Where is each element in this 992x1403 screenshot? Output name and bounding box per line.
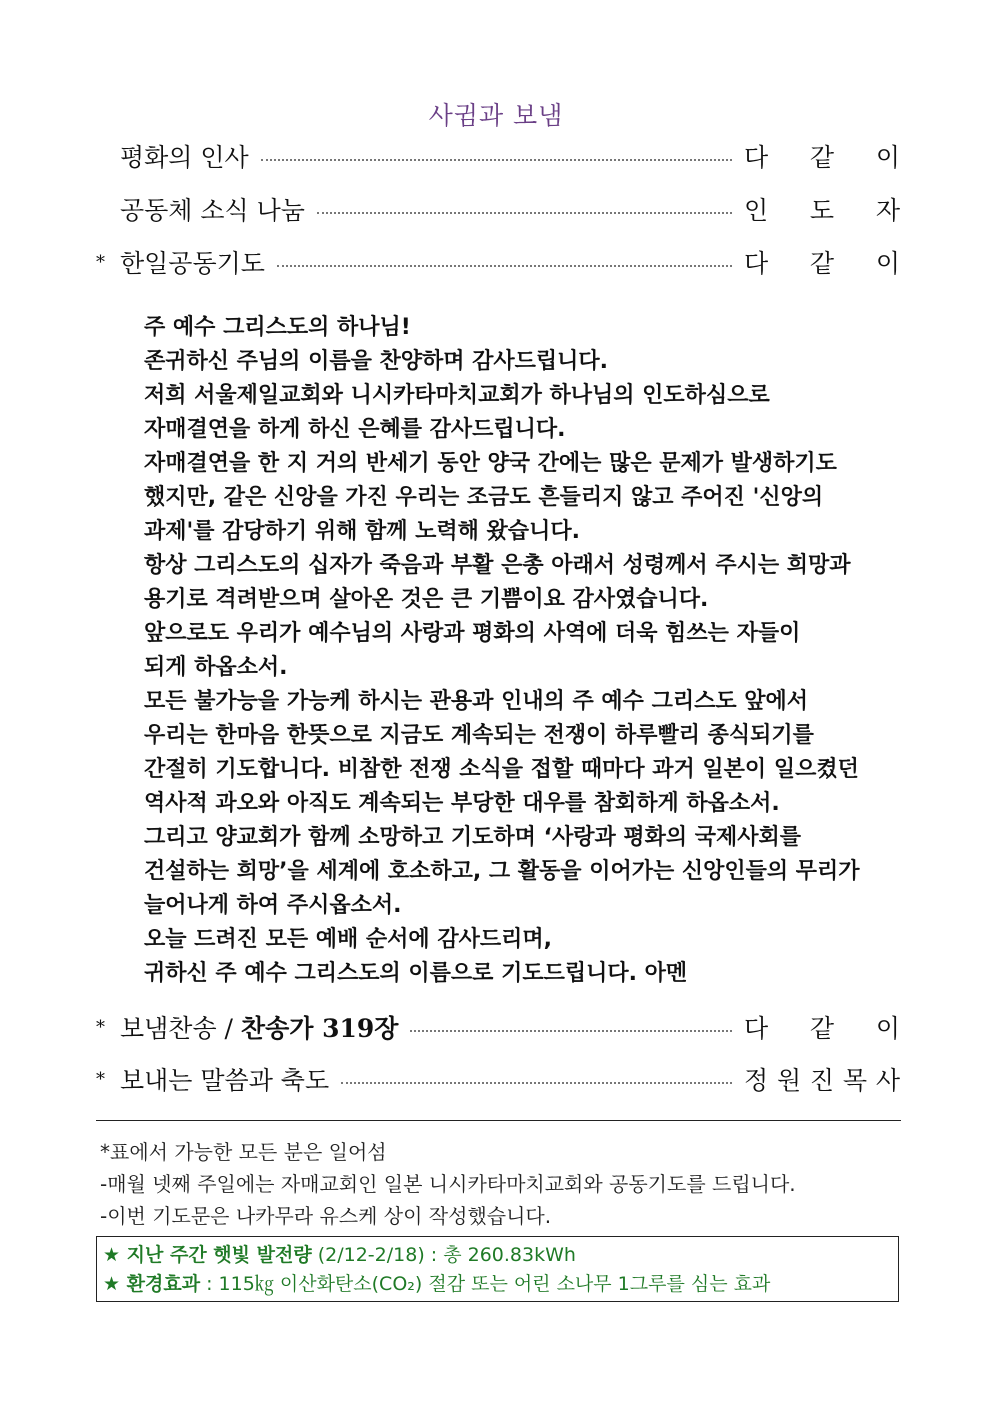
- standing-mark: *: [96, 251, 105, 273]
- order-row-peace-greeting: [96, 138, 900, 174]
- solar-power-box: [96, 1236, 899, 1302]
- dot-leader: [410, 1028, 732, 1032]
- order-label: 보냄찬송 / 찬송가 319장: [120, 1014, 399, 1043]
- hymn-number: 찬송가 319장: [240, 1014, 399, 1043]
- order-leader-name: 다 같 이: [744, 1014, 900, 1043]
- divider: [96, 1120, 901, 1121]
- order-leader-name: 정 원 진 목 사: [744, 1066, 900, 1095]
- order-leader-name: 다 같 이: [744, 143, 900, 172]
- prayer-line: 귀하신 주 예수 그리스도의 이름으로 기도드립니다. 아멘: [144, 961, 688, 986]
- prayer-line: 과제'를 감당하기 위해 함께 노력해 왔습니다.: [144, 519, 580, 544]
- prayer-line: 역사적 과오와 아직도 계속되는 부당한 대우를 참회하게 하옵소서.: [144, 791, 780, 816]
- note-line: -이번 기도문은 나카무라 유스케 상이 작성했습니다.: [100, 1204, 552, 1228]
- order-leader-name: 다 같 이: [744, 249, 900, 278]
- order-label: 공동체 소식 나눔: [120, 196, 305, 225]
- prayer-line: 간절히 기도합니다. 비참한 전쟁 소식을 접할 때마다 과거 일본이 일으켰던: [144, 757, 859, 782]
- dot-leader: [341, 1080, 732, 1084]
- order-label: 한일공동기도: [120, 249, 265, 278]
- order-label: 보내는 말씀과 축도: [120, 1066, 330, 1095]
- dot-leader: [261, 157, 732, 161]
- prayer-line: 자매결연을 한 지 거의 반세기 동안 양국 간에는 많은 문제가 발생하기도: [144, 451, 837, 476]
- prayer-line: 주 예수 그리스도의 하나님!: [144, 315, 411, 340]
- standing-mark: *: [96, 1016, 105, 1038]
- note-line: -매월 넷째 주일에는 자매교회인 일본 니시카타마치교회와 공동기도를 드립니다.: [100, 1172, 796, 1196]
- dot-leader: [277, 263, 732, 267]
- prayer-line: 항상 그리스도의 십자가 죽음과 부활 은총 아래서 성령께서 주시는 희망과: [144, 553, 851, 578]
- prayer-line: 저희 서울제일교회와 니시카타마치교회가 하나님의 인도하심으로: [144, 383, 770, 408]
- prayer-line: 늘어나게 하여 주시옵소서.: [144, 893, 402, 918]
- notes: [100, 1136, 890, 1232]
- prayer-text: [144, 311, 889, 991]
- order-leader-name: 인 도 자: [744, 196, 900, 225]
- prayer-line: 우리는 한마음 한뜻으로 지금도 계속되는 전쟁이 하루빨리 종식되기를: [144, 723, 814, 748]
- solar-output-line: ★ 지난 주간 햇빛 발전량 (2/12-2/18) : 총 260.83kWh: [103, 1244, 576, 1266]
- section-title: 사귐과 보냄: [428, 101, 564, 130]
- order-row-community-news: [96, 191, 900, 227]
- environment-effect-line: ★ 환경효과 : 115㎏ 이산화탄소(CO₂) 절감 또는 어린 소나무 1그루를 심는 효과: [103, 1273, 771, 1295]
- prayer-line: 건설하는 희망’을 세계에 호소하고, 그 활동을 이어가는 신앙인들의 무리가: [144, 859, 860, 884]
- prayer-line: 되게 하옵소서.: [144, 655, 288, 680]
- order-row-joint-prayer: [96, 244, 900, 280]
- prayer-line: 용기로 격려받으며 살아온 것은 큰 기쁨이요 감사였습니다.: [144, 587, 709, 612]
- order-row-sending-hymn: [96, 1009, 900, 1045]
- order-row-benediction: [96, 1061, 900, 1097]
- prayer-line: 그리고 양교회가 함께 소망하고 기도하며 ‘사랑과 평화의 국제사회를: [144, 825, 802, 850]
- order-label: 평화의 인사: [120, 143, 249, 172]
- standing-mark: *: [96, 1068, 105, 1090]
- prayer-line: 자매결연을 하게 하신 은혜를 감사드립니다.: [144, 417, 566, 442]
- prayer-line: 모든 불가능을 가능케 하시는 관용과 인내의 주 예수 그리스도 앞에서: [144, 689, 808, 714]
- prayer-line: 했지만, 같은 신앙을 가진 우리는 조금도 흔들리지 않고 주어진 '신앙의: [144, 485, 824, 510]
- prayer-line: 오늘 드려진 모든 예배 순서에 감사드리며,: [144, 927, 552, 952]
- dot-leader: [317, 210, 732, 214]
- prayer-line: 앞으로도 우리가 예수님의 사랑과 평화의 사역에 더욱 힘쓰는 자들이: [144, 621, 801, 646]
- prayer-line: 존귀하신 주님의 이름을 찬양하며 감사드립니다.: [144, 349, 609, 374]
- note-line: *표에서 가능한 모든 분은 일어섬: [100, 1140, 387, 1164]
